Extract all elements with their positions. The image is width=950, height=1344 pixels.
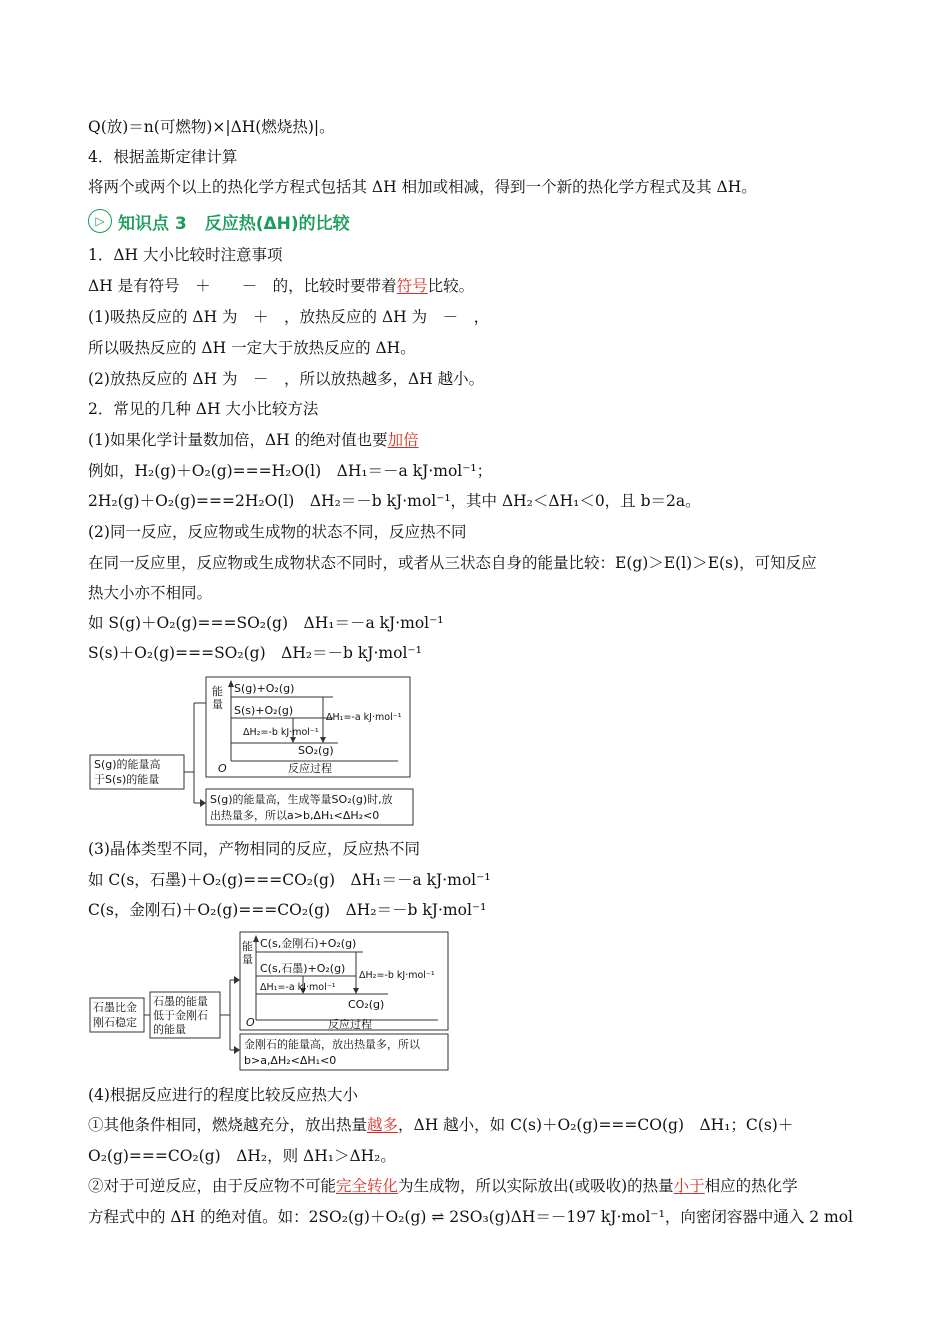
hess-law-text: 将两个或两个以上的热化学方程式包括其 ΔH 相加或相减，得到一个新的热化学方程式及其 ΔH。 xyxy=(88,178,757,196)
carbon-box-b-line3: 的能量 xyxy=(153,1023,186,1036)
carbon-box-b-line1: 石墨的能量 xyxy=(153,995,208,1008)
carbon-y-axis-2: 量 xyxy=(242,953,253,966)
carbon-dh1-label: ΔH₁=-a kJ·mol⁻¹ xyxy=(260,982,336,993)
example-equation-2: 2H₂(g)＋O₂(g)===2H₂O(l) ΔH₂＝－b kJ·mol⁻¹，其中 ΔH₂＜ΔH₁＜0，且 b＝2a。 xyxy=(88,492,701,510)
sulfur-level-mid: S(s)+O₂(g) xyxy=(234,704,294,717)
formula-heat-released: Q(放)＝n(可燃物)×|ΔH(燃烧热)|。 xyxy=(88,118,335,136)
sulfur-left-box-line2: 于S(s)的能量 xyxy=(94,773,160,786)
knowledge-point-label: 知识点 3 xyxy=(118,213,187,234)
sulfur-y-axis-1: 能 xyxy=(212,685,223,698)
state-explanation: 在同一反应里，反应物或生成物状态不同时，或者从三状态自身的能量比较：E(g)＞E(l)＞E(s)，可知反应 xyxy=(88,554,817,572)
sulfur-left-box-line1: S(g)的能量高 xyxy=(94,758,161,771)
section-4-title: 4．根据盖斯定律计算 xyxy=(88,148,238,166)
carbon-x-axis: 反应过程 xyxy=(328,1018,372,1031)
carbon-origin: O xyxy=(246,1016,255,1029)
sulfur-level-top: S(g)+O₂(g) xyxy=(234,682,295,695)
answer-fill-complete: 完全转化 xyxy=(336,1177,399,1195)
carbon-energy-diagram xyxy=(88,930,458,1075)
reversible-note-cont: 方程式中的 ΔH 的绝对值。如：2SO₂(g)＋O₂(g) ⇌ 2SO₃(g)ΔH＝－197 kJ·mol⁻¹，向密闭容器中通入 2 mol xyxy=(88,1208,854,1226)
carbon-box-b-line2: 低于金刚石 xyxy=(153,1009,208,1022)
carbon-level-mid: C(s,石墨)+O₂(g) xyxy=(260,962,346,975)
sulfur-level-bottom: SO₂(g) xyxy=(298,744,334,757)
endothermic-note: (1)吸热反应的 ΔH 为 ＋ ，放热反应的 ΔH 为 － ， xyxy=(88,308,490,326)
sulfur-x-axis: 反应过程 xyxy=(288,762,332,775)
carbon-level-top: C(s,金刚石)+O₂(g) xyxy=(260,937,357,950)
state-explanation-cont: 热大小亦不相同。 xyxy=(88,584,213,602)
method-3: (3)晶体类型不同，产物相同的反应，反应热不同 xyxy=(88,840,420,858)
carbon-conclusion-2: b>a,ΔH₂<ΔH₁<0 xyxy=(244,1054,337,1067)
method-1: (1)如果化学计量数加倍，ΔH 的绝对值也要加倍 xyxy=(88,431,419,449)
method-4: (4)根据反应进行的程度比较反应热大小 xyxy=(88,1086,358,1104)
carbon-equation-2: C(s，金刚石)＋O₂(g)===CO₂(g) ΔH₂＝－b kJ·mol⁻¹ xyxy=(88,901,487,919)
sulfur-conclusion-1: S(g)的能量高，生成等量SO₂(g)时,放 xyxy=(210,793,393,806)
sulfur-dh2-label: ΔH₂=-b kJ·mol⁻¹ xyxy=(243,727,319,738)
item-1-title: 1．ΔH 大小比较时注意事项 xyxy=(88,246,283,264)
combustion-note-cont: O₂(g)===CO₂(g) ΔH₂，则 ΔH₁＞ΔH₂。 xyxy=(88,1147,396,1165)
answer-fill-sign: 符号 xyxy=(396,277,428,295)
sulfur-energy-diagram xyxy=(88,675,418,830)
answer-fill-less: 小于 xyxy=(673,1177,705,1195)
comparison-note: 所以吸热反应的 ΔH 一定大于放热反应的 ΔH。 xyxy=(88,339,416,357)
sulfur-equation-1: 如 S(g)＋O₂(g)===SO₂(g) ΔH₁＝－a kJ·mol⁻¹ xyxy=(88,614,444,632)
knowledge-point-heading xyxy=(88,207,350,235)
example-equation-1: 例如，H₂(g)＋O₂(g)===H₂O(l) ΔH₁＝－a kJ·mol⁻¹； xyxy=(88,462,493,480)
play-arrow-icon: ▷ xyxy=(88,209,112,233)
carbon-box-a-line2: 刚石稳定 xyxy=(93,1016,137,1029)
item-2-title: 2．常见的几种 ΔH 大小比较方法 xyxy=(88,400,319,418)
exothermic-note: (2)放热反应的 ΔH 为 － ，所以放热越多，ΔH 越小。 xyxy=(88,370,485,388)
sulfur-y-axis-2: 量 xyxy=(212,698,223,711)
reversible-note: ②对于可逆反应，由于反应物不可能完全转化为生成物，所以实际放出(或吸收)的热量小于相应的热化学 xyxy=(88,1177,798,1195)
sulfur-origin: O xyxy=(218,762,227,775)
combustion-note: ①其他条件相同，燃烧越充分，放出热量越多，ΔH 越小，如 C(s)＋O₂(g)===CO(g) ΔH₁；C(s)＋ xyxy=(88,1116,794,1134)
carbon-conclusion-1: 金刚石的能量高，放出热量多，所以 xyxy=(244,1038,420,1051)
sulfur-conclusion-2: 出热量多，所以a>b,ΔH₁<ΔH₂<0 xyxy=(210,809,380,822)
method-2: (2)同一反应，反应物或生成物的状态不同，反应热不同 xyxy=(88,523,467,541)
carbon-dh2-label: ΔH₂=-b kJ·mol⁻¹ xyxy=(359,970,435,981)
sulfur-equation-2: S(s)＋O₂(g)===SO₂(g) ΔH₂＝－b kJ·mol⁻¹ xyxy=(88,644,422,662)
knowledge-point-title: 反应热(ΔH)的比较 xyxy=(204,213,350,234)
answer-fill-more: 越多 xyxy=(367,1116,399,1134)
answer-fill-double: 加倍 xyxy=(387,431,419,449)
carbon-y-axis-1: 能 xyxy=(242,940,253,953)
carbon-box-a-line1: 石墨比金 xyxy=(93,1001,137,1014)
carbon-level-bottom: CO₂(g) xyxy=(348,998,385,1011)
sulfur-dh1-label: ΔH₁=-a kJ·mol⁻¹ xyxy=(326,712,402,723)
sign-note: ΔH 是有符号 ＋ － 的，比较时要带着符号比较。 xyxy=(88,277,475,295)
carbon-equation-1: 如 C(s，石墨)＋O₂(g)===CO₂(g) ΔH₁＝－a kJ·mol⁻¹ xyxy=(88,871,491,889)
